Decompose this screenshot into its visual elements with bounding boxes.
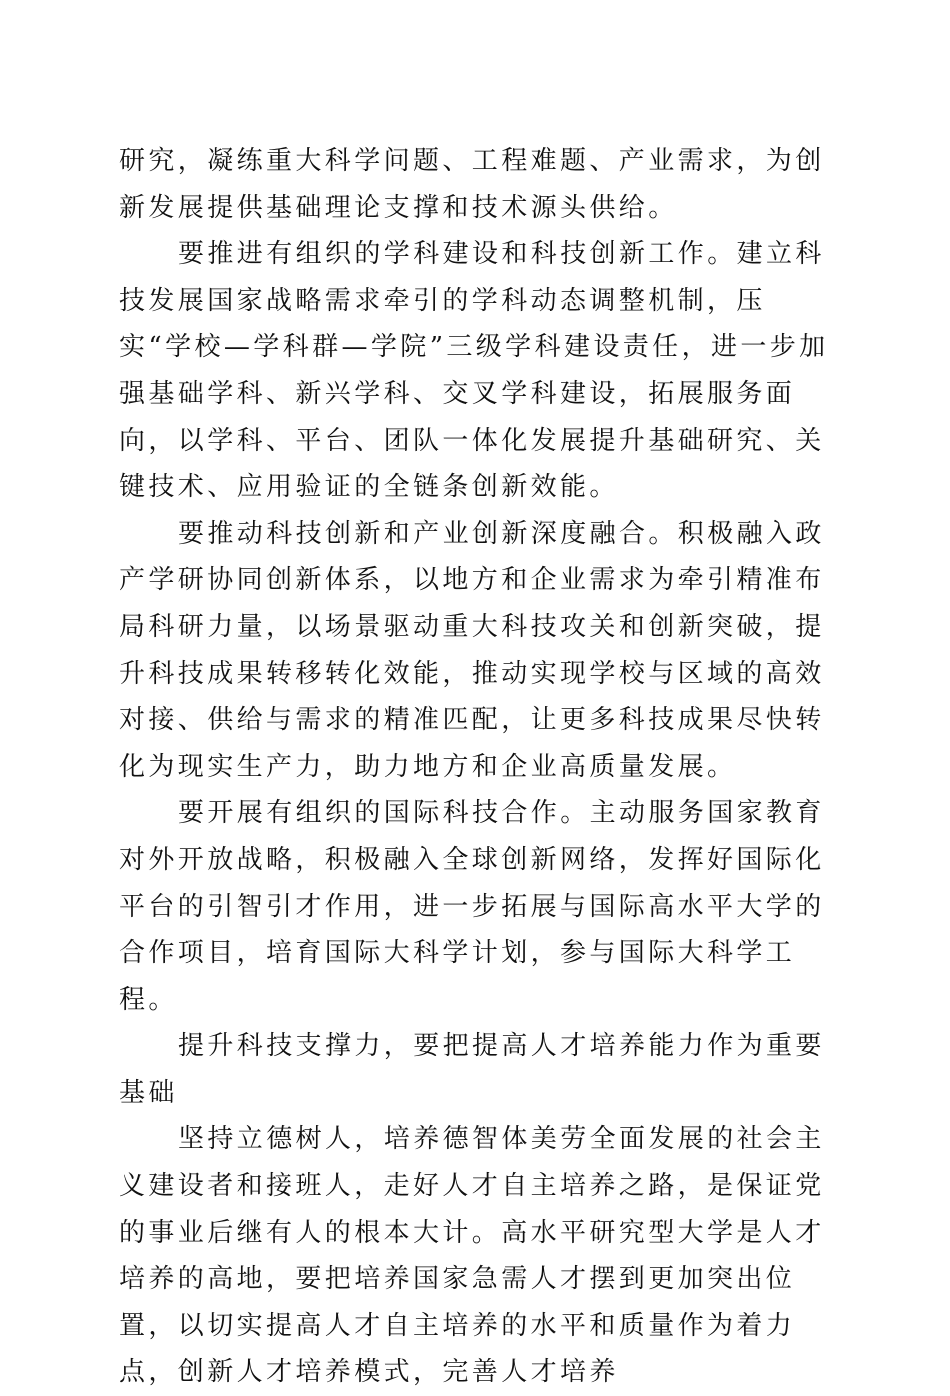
document-body	[119, 138, 831, 1396]
paragraph-talent-cultivation: 坚持立德树人，培养德智体美劳全面发展的社会主义建设者和接班人，走好人才自主培养之路，是保证党的事业后继有人的根本大计。高水平研究型大学是人才培养的高地，要把培养国家急需人才摆到更加突出位置，以切实提高人才自主培养的水平和质量作为着力点，创新人才培养模式，完善人才培养	[119, 1124, 825, 1388]
section-heading: 提升科技支撑力，要把提高人才培养能力作为重要基础	[119, 1031, 825, 1108]
paragraph-industry-integration: 要推动科技创新和产业创新深度融合。积极融入政产学研协同创新体系，以地方和企业需求为牵引精准布局科研力量，以场景驱动重大科技攻关和创新突破，提升科技成果转移转化效能，推动实现学校与区域的高效对接、供给与需求的精准匹配，让更多科技成果尽快转化为现实生产力，助力地方和企业高质量发展。	[119, 518, 825, 782]
paragraph-continuation: 研究，凝练重大科学问题、工程难题、产业需求，为创新发展提供基础理论支撑和技术源头供给。	[119, 146, 825, 223]
paragraph-international-cooperation: 要开展有组织的国际科技合作。主动服务国家教育对外开放战略，积极融入全球创新网络，发挥好国际化平台的引智引才作用，进一步拓展与国际高水平大学的合作项目，培育国际大科学计划，参与国际大科学工程。	[119, 798, 825, 1015]
paragraph-discipline-construction: 要推进有组织的学科建设和科技创新工作。建立科技发展国家战略需求牵引的学科动态调整机制，压实“学校—学科群—学院”三级学科建设责任，进一步加强基础学科、新兴学科、交叉学科建设，拓展服务面向，以学科、平台、团队一体化发展提升基础研究、关键技术、应用验证的全链条创新效能。	[119, 239, 829, 503]
